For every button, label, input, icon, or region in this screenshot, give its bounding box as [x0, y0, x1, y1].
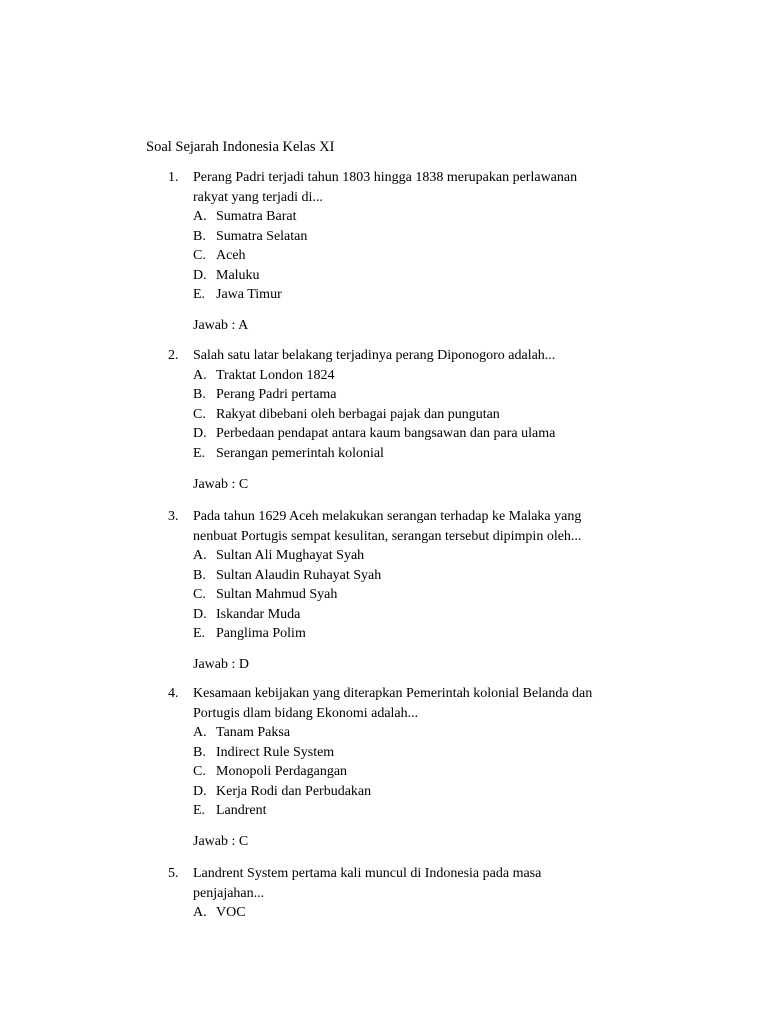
question-text-line: Pada tahun 1629 Aceh melakukan serangan terhadap ke Malaka yang: [193, 509, 582, 524]
option-text: Perbedaan pendapat antara kaum bangsawan dan para ulama: [216, 426, 556, 441]
question-text: [193, 507, 648, 546]
option-item: [193, 723, 648, 743]
question-number: 4.: [168, 686, 179, 701]
question-4: [168, 684, 648, 852]
option-item: [193, 366, 648, 386]
question-text-line: Portugis dlam bidang Ekonomi adalah...: [193, 705, 419, 721]
option-item: [193, 585, 648, 605]
option-letter: E.: [193, 445, 206, 461]
option-letter: E.: [193, 803, 206, 818]
question-text-line: nenbuat Portugis sempat kesulitan, serangan tersebut dipimpin oleh...: [193, 528, 582, 544]
option-letter: D.: [193, 426, 207, 441]
question-text: [193, 864, 648, 903]
option-letter: B.: [193, 387, 206, 402]
option-item: [193, 207, 648, 227]
question-text-line: penjajahan...: [193, 885, 265, 901]
option-item: [193, 444, 648, 464]
option-letter: A.: [193, 367, 207, 383]
option-item: [193, 246, 648, 266]
option-text: Kerja Rodi dan Perbudakan: [216, 783, 372, 799]
option-text: Tanam Paksa: [216, 725, 291, 740]
option-text: VOC: [216, 905, 246, 920]
option-text: Sultan Alaudin Ruhayat Syah: [216, 567, 382, 583]
question-2: [168, 346, 648, 494]
question-text-line: Salah satu latar belakang terjadinya perang Diponogoro adalah...: [193, 348, 556, 363]
option-text: Sultan Ali Mughayat Syah: [216, 548, 365, 563]
option-text: Monopoli Perdagangan: [216, 764, 348, 779]
option-letter: D.: [193, 606, 207, 622]
option-text: Aceh: [216, 248, 246, 263]
option-item: [193, 743, 648, 763]
option-letter: B.: [193, 744, 206, 760]
option-letter: A.: [193, 725, 207, 740]
option-text: Sumatra Selatan: [216, 228, 308, 244]
option-letter: D.: [193, 267, 207, 283]
option-item: [193, 285, 648, 305]
option-item: [193, 903, 648, 923]
option-item: [193, 227, 648, 247]
answer-key: Jawab : A: [193, 318, 249, 333]
question-text-line: Perang Padri terjadi tahun 1803 hingga 1838 merupakan perlawanan: [193, 170, 578, 185]
question-5: [168, 864, 648, 923]
question-number: 3.: [168, 509, 179, 524]
option-letter: C.: [193, 248, 206, 263]
option-letter: B.: [193, 567, 206, 583]
option-item: [193, 605, 648, 625]
option-text: Landrent: [216, 803, 267, 818]
answer-key: Jawab : C: [193, 834, 249, 849]
option-letter: C.: [193, 587, 206, 602]
answer-key: Jawab : D: [193, 657, 249, 672]
question-text: [193, 684, 648, 723]
option-item: [193, 801, 648, 821]
option-item: [193, 624, 648, 644]
option-letter: C.: [193, 764, 206, 779]
option-list: [193, 546, 648, 644]
question-text: [193, 346, 648, 366]
option-letter: E.: [193, 626, 206, 641]
option-text: Maluku: [216, 267, 260, 283]
option-text: Sumatra Barat: [216, 209, 297, 224]
option-item: [193, 546, 648, 566]
question-number: 5.: [168, 866, 179, 881]
option-item: [193, 266, 648, 286]
option-text: Indirect Rule System: [216, 744, 335, 760]
option-text: Perang Padri pertama: [216, 387, 337, 402]
question-1: [168, 168, 648, 336]
option-letter: A.: [193, 209, 207, 224]
option-text: Traktat London 1824: [216, 367, 335, 383]
option-list: [193, 207, 648, 305]
option-item: [193, 782, 648, 802]
option-item: [193, 385, 648, 405]
option-letter: E.: [193, 287, 206, 302]
option-text: Iskandar Muda: [216, 606, 301, 622]
option-item: [193, 566, 648, 586]
option-text: Rakyat dibebani oleh berbagai pajak dan pungutan: [216, 406, 500, 422]
option-letter: B.: [193, 228, 206, 244]
answer-key: Jawab : C: [193, 476, 249, 492]
option-item: [193, 405, 648, 425]
option-list: [193, 723, 648, 821]
question-text-line: Landrent System pertama kali muncul di Indonesia pada masa: [193, 866, 542, 881]
option-letter: C.: [193, 406, 206, 422]
option-list: [193, 903, 648, 923]
option-item: [193, 424, 648, 444]
question-text: [193, 168, 648, 207]
document-title: Soal Sejarah Indonesia Kelas XI: [146, 139, 335, 155]
question-number: 2.: [168, 348, 179, 363]
option-text: Serangan pemerintah kolonial: [216, 445, 384, 461]
option-letter: D.: [193, 783, 207, 799]
option-list: [193, 366, 648, 464]
option-text: Sultan Mahmud Syah: [216, 587, 338, 602]
question-text-line: Kesamaan kebijakan yang diterapkan Pemerintah kolonial Belanda dan: [193, 686, 593, 701]
option-text: Jawa Timur: [216, 287, 282, 302]
option-item: [193, 762, 648, 782]
option-letter: A.: [193, 905, 207, 920]
question-number: 1.: [168, 170, 179, 185]
question-3: [168, 507, 648, 675]
option-text: Panglima Polim: [216, 626, 306, 641]
question-text-line: rakyat yang terjadi di...: [193, 189, 323, 205]
option-letter: A.: [193, 548, 207, 563]
